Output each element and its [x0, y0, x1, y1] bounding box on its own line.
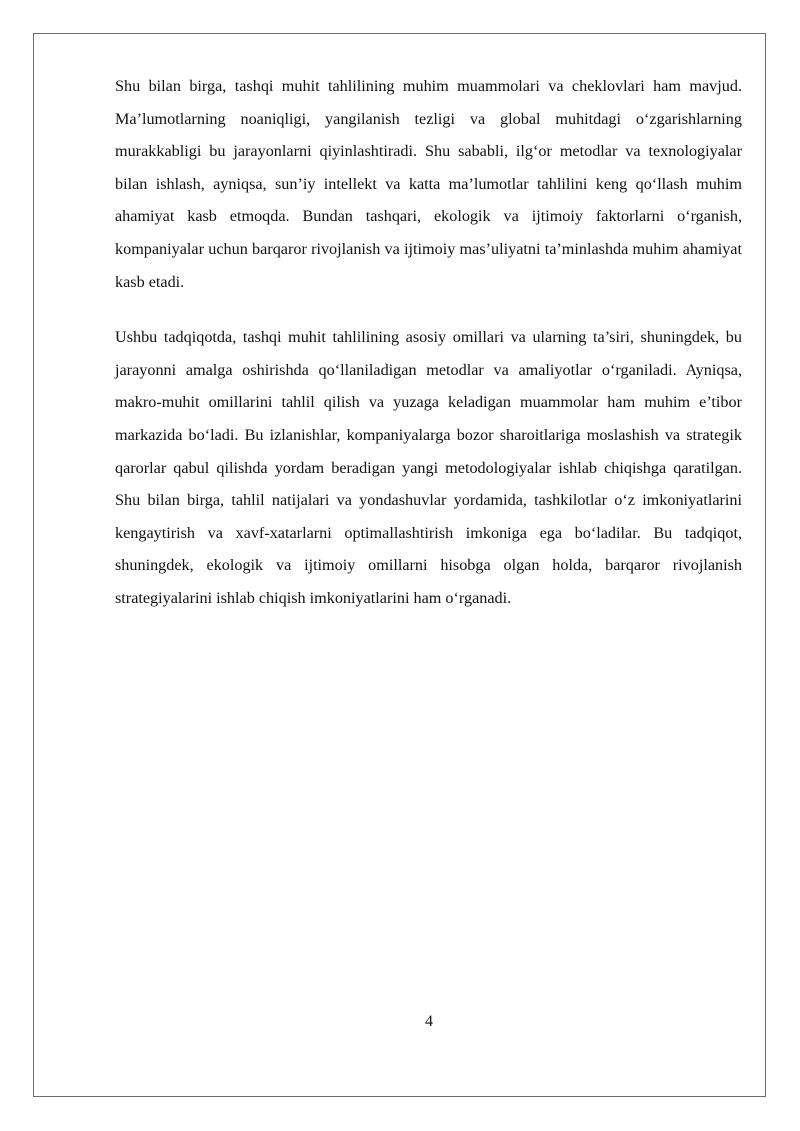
- document-body: [115, 70, 742, 615]
- page-number: 4: [425, 1013, 433, 1030]
- paragraph-1: Shu bilan birga, tashqi muhit tahlilining muhim muammolari va cheklovlari ham mavjud. Ma’lumotlarning noaniqligi, yangilanish tezligi va global muhitdagi o‘zgarishlarning murakkabligi bu jarayonlarni qiyinlashtiradi. Shu sababli, ilg‘or metodlar va texnologiyalar bilan ishlash, ayniqsa, sun’iy intellekt va katta ma’lumotlar tahlilini keng qo‘llash muhim ahamiyat kasb etmoqda. Bundan tashqari, ekologik va ijtimoiy faktorlarni o‘rganish, kompaniyalar uchun barqaror rivojlanish va ijtimoiy mas’uliyatni ta’minlashda muhim ahamiyat kasb etadi.: [115, 77, 742, 291]
- paragraph-2: Ushbu tadqiqotda, tashqi muhit tahlilining asosiy omillari va ularning ta’siri, shuningdek, bu jarayonni amalga oshirishda qo‘llaniladigan metodlar va amaliyotlar o‘rganiladi. Ayniqsa, makro-muhit omillarini tahlil qilish va yuzaga keladigan muammolar ham muhim e’tibor markazida bo‘ladi. Bu izlanishlar, kompaniyalarga bozor sharoitlariga moslashish va strategik qarorlar qabul qilishda yordam beradigan yangi metodologiyalar ishlab chiqishga qaratilgan. Shu bilan birga, tahlil natijalari va yondashuvlar yordamida, tashkilotlar o‘z imkoniyatlarini kengaytirish va xavf-xatarlarni optimallashtirish imkoniga ega bo‘ladilar. Bu tadqiqot, shuningdek, ekologik va ijtimoiy omillarni hisobga olgan holda, barqaror rivojlanish strategiyalarini ishlab chiqish imkoniyatlarini ham o‘rganadi.: [115, 328, 742, 607]
